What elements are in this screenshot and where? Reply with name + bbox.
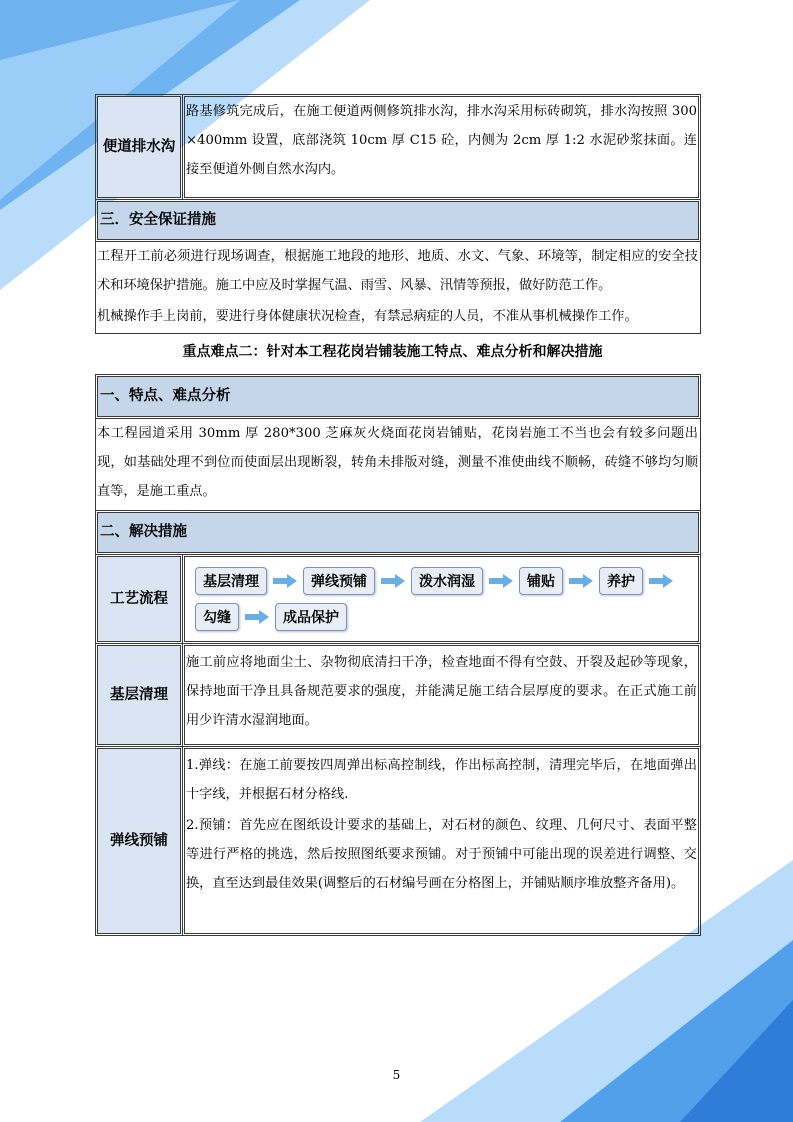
process-step: 泼水润湿 <box>411 567 483 595</box>
drainage-label-cell <box>96 95 183 200</box>
process-step: 基层清理 <box>195 567 267 595</box>
section-heading-2: 重点难点二：针对本工程花岗岩铺装施工特点、难点分析和解决措施 <box>182 344 603 360</box>
process-step: 养护 <box>599 567 643 595</box>
drainage-text-cell <box>183 95 701 200</box>
document-body <box>95 94 700 936</box>
process-label: 工艺流程 <box>97 556 181 642</box>
safety-text-cell <box>96 242 701 334</box>
safety-paragraph-1: 工程开工前必须进行现场调查，根据施工地段的地形、地质、水文、气象、环境等，制定相应的安全技术和环境保护措施。施工中应及时掌握气温、雨雪、风暴、汛情等预报，做好防范工作。 <box>97 249 698 293</box>
process-step: 铺贴 <box>519 567 563 595</box>
drainage-safety-table <box>95 94 701 334</box>
features-text-cell <box>96 419 701 511</box>
line-label-cell <box>96 747 183 936</box>
base-cleaning-label: 基层清理 <box>97 645 181 745</box>
process-label-cell <box>96 555 183 644</box>
base-text-cell <box>183 644 701 747</box>
features-heading: 一、特点、难点分析 <box>97 376 699 417</box>
granite-paving-table <box>95 374 701 936</box>
process-step: 弹线预铺 <box>303 567 375 595</box>
measures-heading: 二、解决措施 <box>97 512 699 553</box>
features-text: 本工程园道采用 30mm 厚 280*300 芝麻灰火烧面花岗岩铺贴，花岗岩施工不当也会有较多问题出现，如基础处理不到位而使面层出现断裂，转角未排版对缝，测量不准使曲线不顺畅，砖缝不够均匀顺直等，是施工重点。 <box>97 426 698 499</box>
safety-heading-cell <box>96 200 701 242</box>
arrow-right-icon <box>381 574 405 588</box>
line-prelay-label: 弹线预铺 <box>97 748 181 934</box>
process-step: 勾缝 <box>195 603 239 631</box>
safety-paragraph-2: 机械操作手上岗前，要进行身体健康状况检查，有禁忌病症的人员，不准从事机械操作工作。 <box>97 309 638 324</box>
arrow-right-icon <box>489 574 513 588</box>
drainage-label: 便道排水沟 <box>97 96 181 198</box>
process-flow-cell <box>183 555 701 644</box>
process-step: 成品保护 <box>275 603 347 631</box>
page-number: 5 <box>392 1068 401 1082</box>
base-cleaning-text: 施工前应将地面尘土、杂物彻底清扫干净，检查地面不得有空鼓、开裂及起砂等现象，保持地面干净且具备规范要求的强度，并能满足施工结合层厚度的要求。在正式施工前用少许清水湿润地面。 <box>184 645 699 745</box>
base-label-cell <box>96 644 183 747</box>
line-paragraph-1: 1.弹线：在施工前要按四周弹出标高控制线，作出标高控制，清理完毕后，在地面弹出十字线，并根据石材分格线. <box>186 758 697 802</box>
features-heading-cell <box>96 375 701 419</box>
measures-heading-cell <box>96 511 701 555</box>
arrow-right-icon <box>245 610 269 624</box>
drainage-text: 路基修筑完成后，在施工便道两侧修筑排水沟，排水沟采用标砖砌筑，排水沟按照 300×400mm 设置，底部浇筑 10cm 厚 C15 砼，内侧为 2cm 厚 1:2 水泥砂浆抹面。连接至便道外侧自然水沟内。 <box>184 96 699 198</box>
safety-heading: 三．安全保证措施 <box>97 201 699 240</box>
arrow-right-icon <box>569 574 593 588</box>
process-flow <box>184 556 699 642</box>
line-paragraph-2: 2.预铺：首先应在图纸设计要求的基础上，对石材的颜色、纹理、几何尺寸、表面平整等进行严格的挑选，然后按照图纸要求预铺。对于预铺中可能出现的误差进行调整、交换，直至达到最佳效果(调整后的石材编号画在分格图上，并铺贴顺序堆放整齐备用)。 <box>186 818 697 891</box>
arrow-right-icon <box>649 574 673 588</box>
line-text-cell <box>183 747 701 936</box>
arrow-right-icon <box>273 574 297 588</box>
